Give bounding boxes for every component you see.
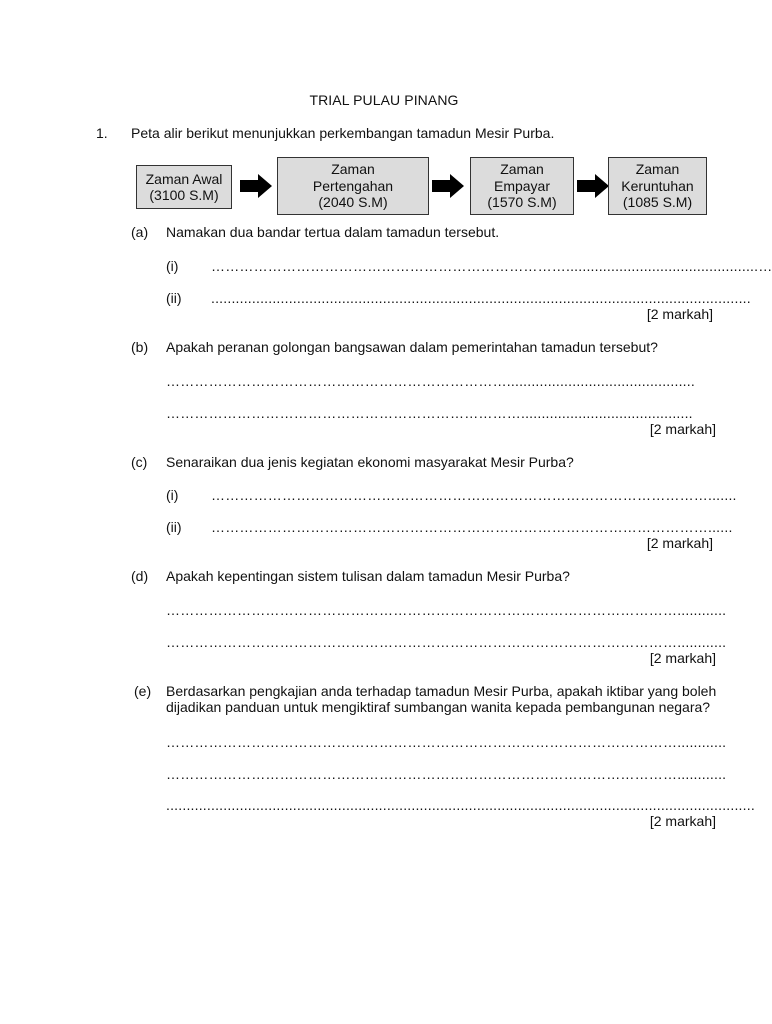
part-label: (e) <box>134 683 152 699</box>
flow-box-line: Empayar <box>493 177 551 194</box>
marks-label: [2 markah] <box>649 421 716 437</box>
answer-roman-label: (ii) <box>166 519 182 535</box>
answer-line[interactable]: ………………………………………………………………………………………………............ <box>166 734 727 750</box>
flow-box-line: (2040 S.M) <box>318 194 388 211</box>
answer-line[interactable]: ……………………………………………………………….............................................. <box>166 373 695 389</box>
answer-roman-label: (i) <box>166 487 179 503</box>
part-question-text: Namakan dua bandar tertua dalam tamadun tersebut. <box>166 224 500 240</box>
flow-box-zaman-awal <box>136 165 232 209</box>
answer-line[interactable]: .................................................................................................................................... <box>211 290 751 306</box>
page-title: TRIAL PULAU PINANG <box>309 92 459 108</box>
flow-box-line: Zaman Awal <box>145 170 223 187</box>
part-label: (c) <box>131 454 148 470</box>
answer-line[interactable]: ………………………………………………………………………………………………............ <box>166 766 727 782</box>
answer-roman-label: (i) <box>166 258 179 274</box>
marks-label: [2 markah] <box>649 813 716 829</box>
question-number: 1. <box>96 125 108 141</box>
flow-box-zaman-keruntuhan <box>608 157 707 215</box>
marks-label: [2 markah] <box>646 306 713 322</box>
answer-line[interactable]: ................................................................................................................................................ <box>166 797 755 813</box>
answer-line[interactable]: …………………………………………………………………...............................................… <box>211 258 772 274</box>
right-arrow-icon <box>240 174 272 198</box>
part-question-text: Apakah peranan golongan bangsawan dalam pemerintahan tamadun tersebut? <box>166 339 658 355</box>
part-label: (d) <box>131 568 149 584</box>
answer-line[interactable]: ……………………………………………………………………………………………....... <box>211 487 737 503</box>
flow-box-zaman-pertengahan <box>277 157 429 215</box>
flow-box-line: (1085 S.M) <box>622 194 693 211</box>
right-arrow-icon <box>432 174 464 198</box>
part-label: (a) <box>131 224 149 240</box>
question-intro: Peta alir berikut menunjukkan perkembangan tamadun Mesir Purba. <box>131 125 555 141</box>
part-question-text-line2: dijadikan panduan untuk mengiktiraf sumbangan wanita kepada pembangunan negara? <box>166 699 711 715</box>
flow-box-line: Zaman <box>331 161 375 178</box>
marks-label: [2 markah] <box>646 535 713 551</box>
answer-line[interactable]: ………………………………………………………………….......................................... <box>166 405 693 421</box>
answer-line[interactable]: ………………………………………………………………………………………………............ <box>166 602 727 618</box>
flow-box-line: Pertengahan <box>312 177 394 194</box>
flow-box-zaman-empayar <box>470 157 574 215</box>
answer-line[interactable]: ……………………………………………………………………………………………...... <box>211 519 733 535</box>
part-label: (b) <box>131 339 149 355</box>
flow-box-line: (1570 S.M) <box>487 194 557 211</box>
flow-box-line: (3100 S.M) <box>149 187 219 203</box>
answer-line[interactable]: ………………………………………………………………………………………………............ <box>166 634 727 650</box>
part-question-text-line1: Berdasarkan pengkajian anda terhadap tamadun Mesir Purba, apakah iktibar yang boleh <box>166 683 717 699</box>
flow-box-line: Keruntuhan <box>621 177 694 194</box>
right-arrow-icon <box>577 174 609 198</box>
flow-box-line: Zaman <box>500 161 544 178</box>
flow-box-line: Zaman <box>635 161 680 178</box>
answer-roman-label: (ii) <box>166 290 182 306</box>
part-question-text: Senaraikan dua jenis kegiatan ekonomi masyarakat Mesir Purba? <box>166 454 574 470</box>
part-question-text: Apakah kepentingan sistem tulisan dalam tamadun Mesir Purba? <box>166 568 570 584</box>
marks-label: [2 markah] <box>649 650 716 666</box>
